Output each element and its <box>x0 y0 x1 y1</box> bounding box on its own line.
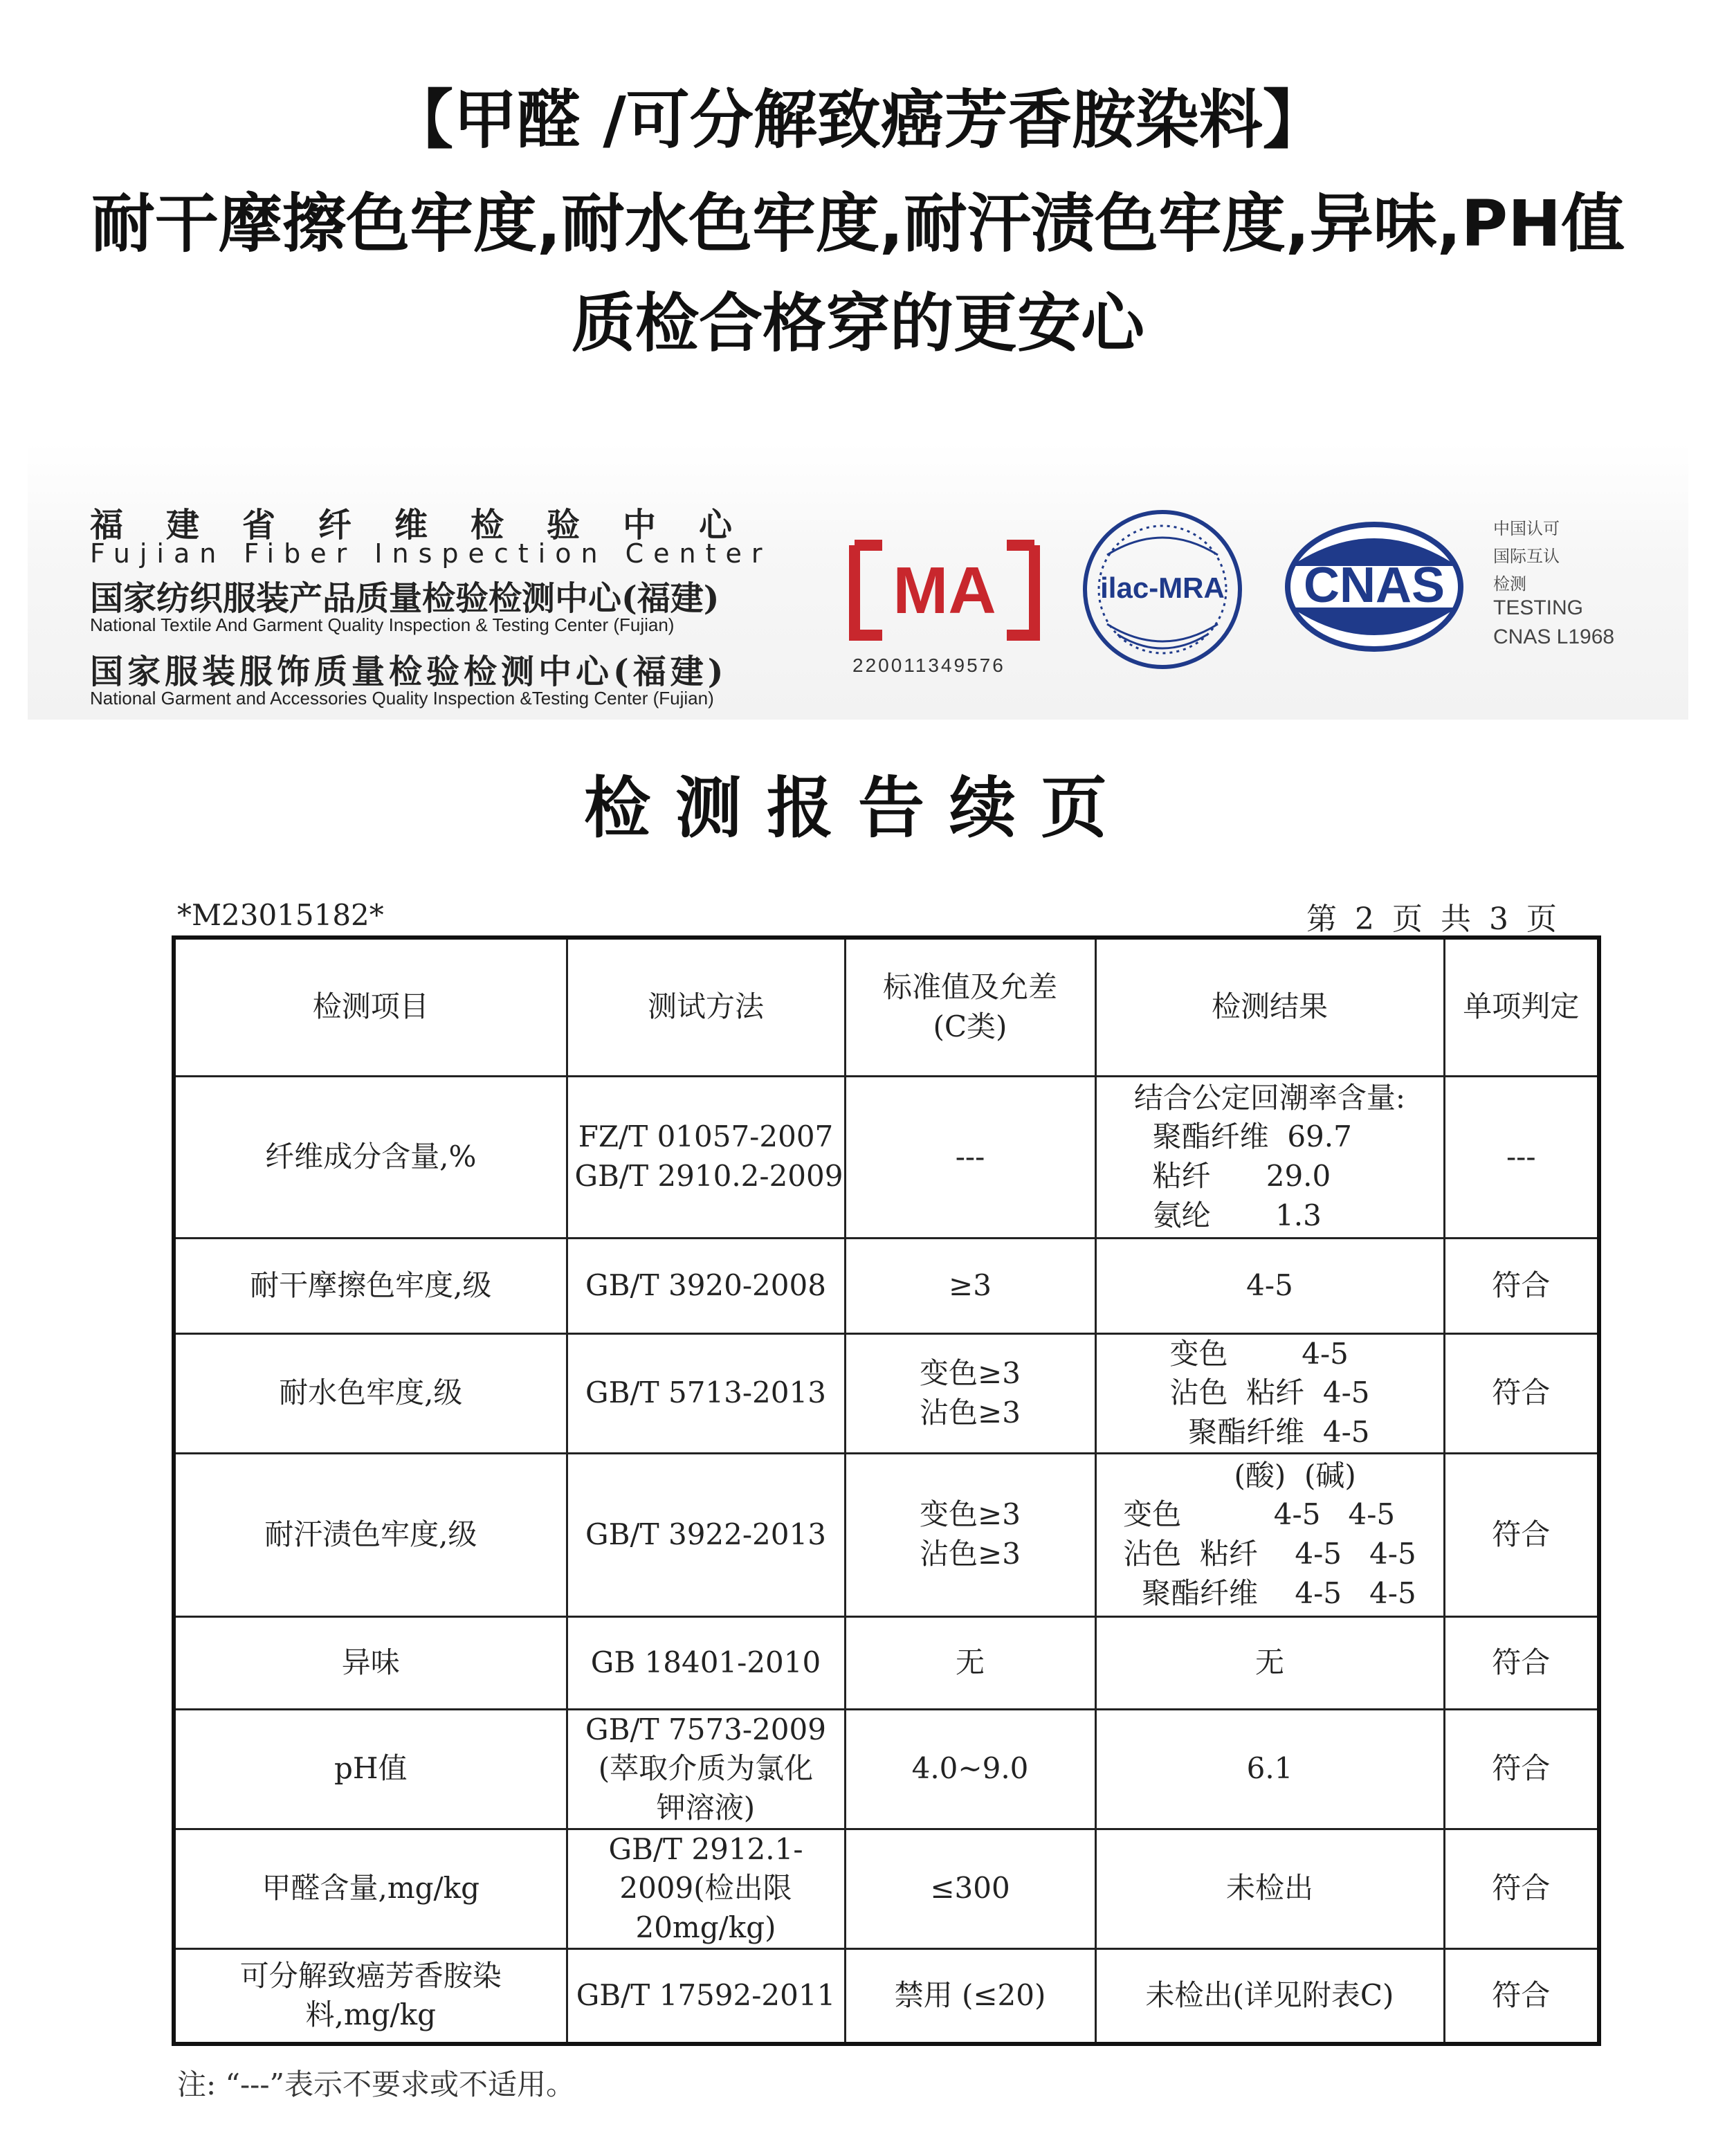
headline-line-1: 【甲醛 /可分解致癌芳香胺染料】 <box>390 83 1326 157</box>
method-line: 2009(检出限 <box>619 1871 792 1906</box>
result-line: 聚酯纤维 4-5 <box>1169 1414 1370 1449</box>
cma-code: 220011349576 <box>852 655 1005 676</box>
table-row <box>174 1076 1599 1238</box>
result-line: 变色 4-5 <box>1169 1336 1349 1371</box>
result-line: 无 <box>1254 1645 1284 1679</box>
cell-test-method <box>567 1616 845 1709</box>
standard-line: 沾色≥3 <box>920 1395 1021 1429</box>
cell-test-item: 甲醛含量,mg/kg <box>174 1829 567 1948</box>
method-line: GB/T 5713-2013 <box>585 1376 826 1410</box>
result-line: 变色 4-5 4-5 <box>1123 1497 1396 1532</box>
method-line: (萃取介质为氯化 <box>598 1751 814 1786</box>
cell-test-item: pH值 <box>174 1709 567 1829</box>
cell-standard <box>845 1238 1095 1333</box>
table-header-row <box>174 938 1599 1076</box>
result-line: (酸) (碱) <box>1123 1458 1356 1492</box>
cma-mark-text: MA <box>893 554 996 628</box>
cell-test-item: 异味 <box>174 1616 567 1709</box>
cell-test-result <box>1095 1076 1444 1238</box>
method-line: GB 18401-2010 <box>590 1645 821 1679</box>
cell-test-method <box>567 1333 845 1453</box>
cell-test-result <box>1095 1453 1444 1616</box>
cnas-side-line-1: 中国认可 <box>1493 519 1560 538</box>
headline-line-3: 质检合格穿的更安心 <box>571 286 1144 360</box>
result-line: 未检出(详见附表C) <box>1145 1978 1394 2013</box>
cell-standard <box>845 1076 1095 1238</box>
page-number: 第 2 页 共 3 页 <box>1306 902 1561 937</box>
cell-verdict: --- <box>1444 1076 1599 1238</box>
header-verdict: 单项判定 <box>1444 938 1599 1076</box>
center2-name-cn: 国家服装服饰质量检验检测中心(福建) <box>90 652 728 691</box>
method-line: GB/T 2912.1- <box>608 1831 803 1866</box>
header-test-method: 测试方法 <box>567 938 845 1076</box>
cell-test-method <box>567 1076 845 1238</box>
table-row <box>174 1829 1599 1948</box>
center1-name-en: National Textile And Garment Quality Inspection & Testing Center (Fujian) <box>90 614 675 635</box>
cell-test-result <box>1095 1709 1444 1829</box>
standard-line: ≤300 <box>930 1871 1010 1906</box>
header-standard-line-2: (C类) <box>933 1009 1007 1043</box>
cnas-mark-text: CNAS <box>1303 558 1445 613</box>
cell-standard <box>845 1333 1095 1453</box>
method-line: 钾溶液) <box>656 1790 756 1825</box>
cell-standard <box>845 1453 1095 1616</box>
ilac-mra-text: ilac-MRA <box>1100 572 1225 604</box>
result-line: 粘纤 29.0 <box>1133 1159 1331 1193</box>
method-line: GB/T 3922-2013 <box>585 1517 826 1551</box>
cma-logo <box>841 538 1048 642</box>
cell-verdict: 符合 <box>1444 1829 1599 1948</box>
result-line: 沾色 粘纤 4-5 <box>1169 1376 1370 1410</box>
document-id: *M23015182* <box>177 898 384 932</box>
cell-test-result <box>1095 1333 1444 1453</box>
cnas-side-line-4: TESTING <box>1493 596 1584 619</box>
standard-line: 沾色≥3 <box>920 1537 1021 1571</box>
headline-line-2: 耐干摩擦色牢度,耐水色牢度,耐汗渍色牢度,异味,PH值 <box>91 187 1625 261</box>
cell-verdict: 符合 <box>1444 1453 1599 1616</box>
cell-standard <box>845 1948 1095 2044</box>
cell-test-method <box>567 1948 845 2044</box>
cell-test-item: 耐干摩擦色牢度,级 <box>174 1238 567 1333</box>
cell-test-item: 耐水色牢度,级 <box>174 1333 567 1453</box>
cell-test-method <box>567 1238 845 1333</box>
cell-test-method <box>567 1453 845 1616</box>
cell-standard <box>845 1709 1095 1829</box>
method-line: 20mg/kg) <box>635 1910 776 1944</box>
cell-verdict: 符合 <box>1444 1709 1599 1829</box>
table-row <box>174 1453 1599 1616</box>
result-line: 4-5 <box>1246 1268 1293 1302</box>
test-results-table <box>172 935 1601 2046</box>
cnas-side-line-5: CNAS L1968 <box>1493 625 1615 648</box>
method-line: GB/T 2910.2-2009 <box>574 1159 843 1193</box>
result-line: 结合公定回潮率含量: <box>1133 1080 1406 1115</box>
cell-test-result <box>1095 1238 1444 1333</box>
org-name-cn: 福建省纤维检验中心 <box>90 506 776 545</box>
result-line: 6.1 <box>1246 1751 1293 1786</box>
header-test-result: 检测结果 <box>1095 938 1444 1076</box>
table-row <box>174 1333 1599 1453</box>
result-line: 聚酯纤维 69.7 <box>1133 1120 1352 1154</box>
result-line: 沾色 粘纤 4-5 4-5 <box>1123 1537 1416 1571</box>
result-line: 聚酯纤维 4-5 4-5 <box>1123 1575 1416 1610</box>
center1-name-cn: 国家纺织服装产品质量检验检测中心(福建) <box>90 579 720 618</box>
header-test-item: 检测项目 <box>174 938 567 1076</box>
ilac-mra-logo <box>1079 506 1245 673</box>
standard-line: 变色≥3 <box>920 1355 1021 1390</box>
org-name-en: Fujian Fiber Inspection Center <box>90 538 772 569</box>
method-line: FZ/T 01057-2007 <box>578 1120 834 1154</box>
cell-verdict: 符合 <box>1444 1238 1599 1333</box>
cell-test-method <box>567 1829 845 1948</box>
cell-test-result <box>1095 1948 1444 2044</box>
standard-line: 变色≥3 <box>920 1497 1021 1532</box>
header-standard-line-1: 标准值及允差 <box>882 970 1057 1005</box>
cell-test-item: 耐汗渍色牢度,级 <box>174 1453 567 1616</box>
cell-test-item: 可分解致癌芳香胺染料,mg/kg <box>174 1948 567 2044</box>
result-line: 未检出 <box>1225 1871 1313 1906</box>
result-line: 氨纶 1.3 <box>1133 1198 1322 1232</box>
cnas-side-line-2: 国际互认 <box>1493 547 1560 566</box>
center2-name-en: National Garment and Accessories Quality Inspection &Testing Center (Fujian) <box>90 688 714 709</box>
table-row <box>174 1948 1599 2044</box>
cell-test-result <box>1095 1616 1444 1709</box>
standard-line: 无 <box>955 1645 985 1679</box>
method-line: GB/T 7573-2009 <box>585 1712 826 1746</box>
standard-line: 禁用 (≤20) <box>894 1978 1046 2013</box>
table-row <box>174 1238 1599 1333</box>
header-standard <box>845 938 1095 1076</box>
cnas-side-line-3: 检测 <box>1493 574 1526 594</box>
standard-line: --- <box>955 1139 985 1173</box>
table-row <box>174 1616 1599 1709</box>
cell-test-item: 纤维成分含量,% <box>174 1076 567 1238</box>
standard-line: 4.0~9.0 <box>911 1751 1029 1786</box>
table-row <box>174 1709 1599 1829</box>
report-title: 检测报告续页 <box>584 769 1132 847</box>
cell-verdict: 符合 <box>1444 1616 1599 1709</box>
cell-test-method <box>567 1709 845 1829</box>
method-line: GB/T 17592-2011 <box>576 1978 836 2013</box>
method-line: GB/T 3920-2008 <box>585 1268 826 1302</box>
table-footnote: 注: “---”表示不要求或不适用。 <box>177 2067 576 2101</box>
cell-test-result <box>1095 1829 1444 1948</box>
cell-verdict: 符合 <box>1444 1948 1599 2044</box>
standard-line: ≥3 <box>949 1268 992 1302</box>
cell-standard <box>845 1829 1095 1948</box>
cell-verdict: 符合 <box>1444 1333 1599 1453</box>
cnas-logo <box>1277 518 1471 656</box>
cell-standard <box>845 1616 1095 1709</box>
